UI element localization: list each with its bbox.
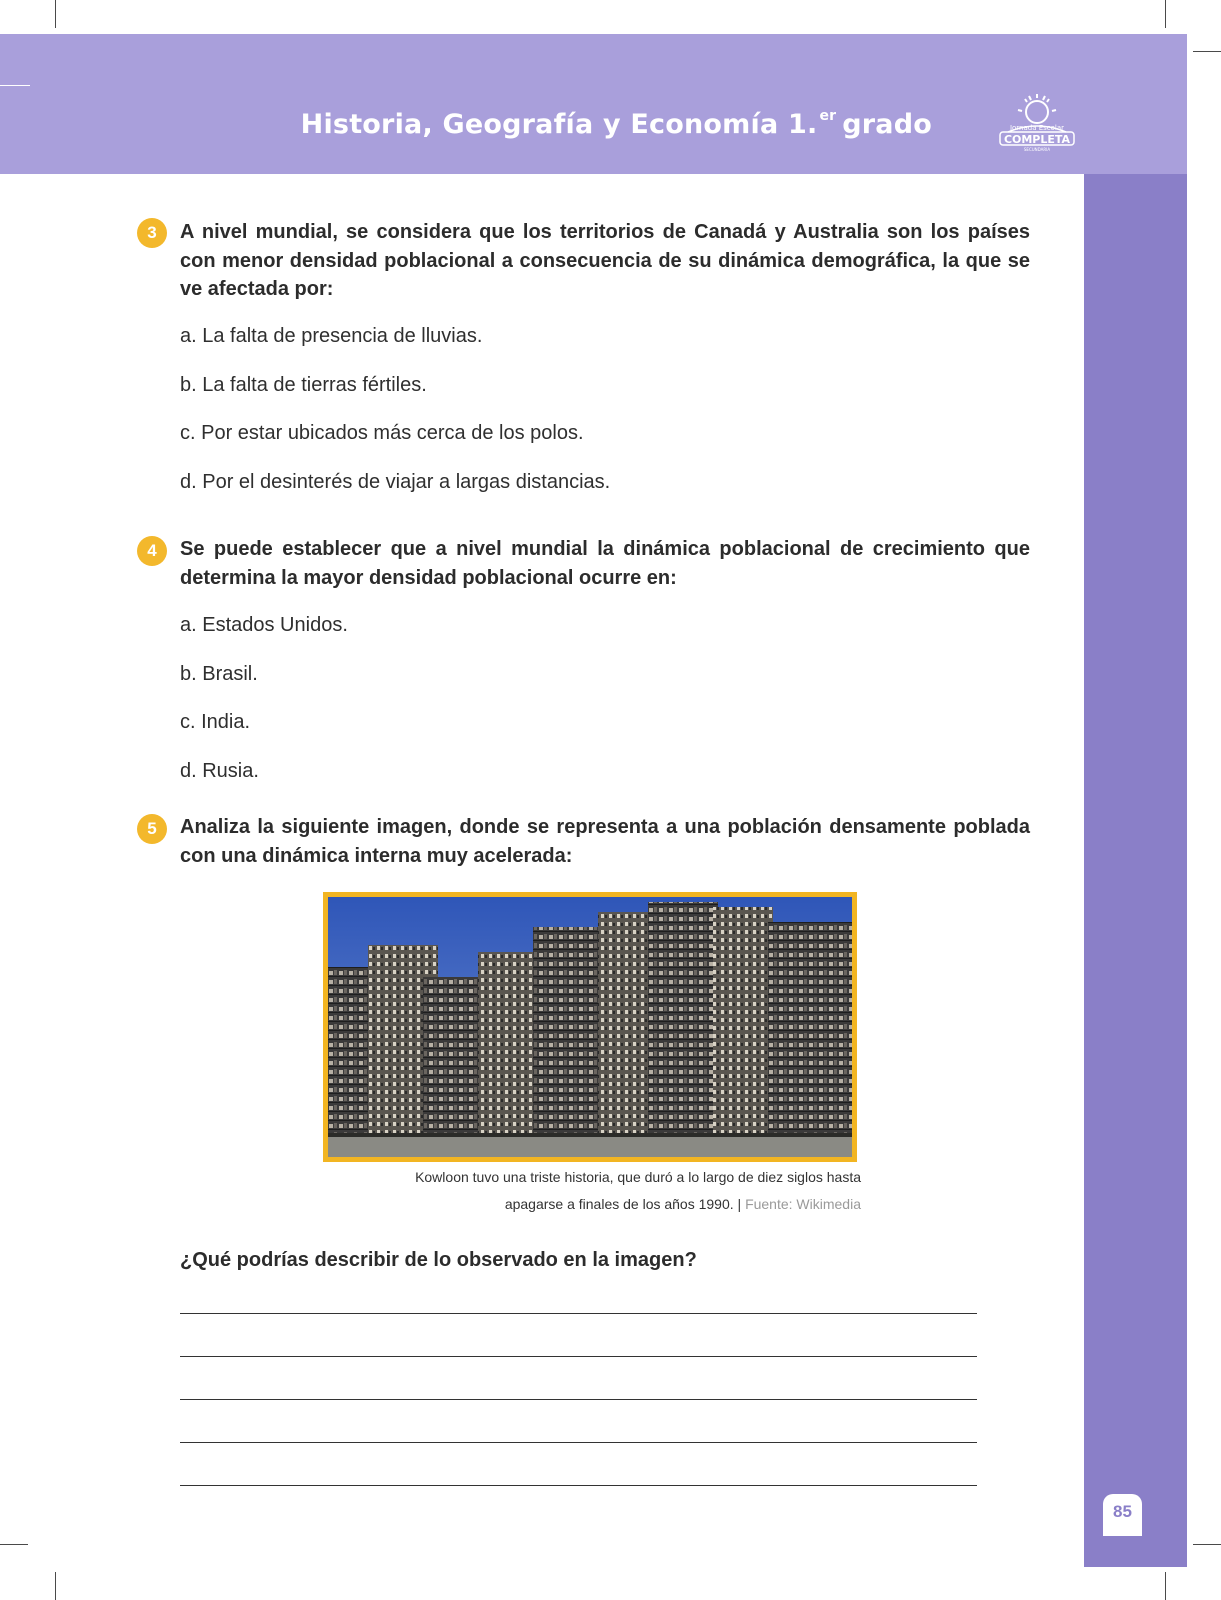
- figure-source: Fuente: Wikimedia: [745, 1196, 861, 1212]
- question-number-badge: 4: [137, 536, 167, 566]
- question-number-badge: 5: [137, 814, 167, 844]
- page-title: Historia, Geografía y Economía 1. $^{er}$ grado: [300, 108, 932, 140]
- answer-line[interactable]: [180, 1313, 977, 1314]
- question-text: Analiza la siguiente imagen, donde se representa a una población densamente poblada con una dinámica interna muy acelerada:: [180, 816, 1030, 867]
- svg-text:Jornada Escolar: Jornada Escolar: [1009, 124, 1065, 132]
- answer-option: b. La falta de tierras fértiles.: [180, 374, 427, 396]
- question-number-badge: 3: [137, 218, 167, 248]
- answer-line[interactable]: [180, 1399, 977, 1400]
- crop-mark: [1165, 1572, 1166, 1600]
- figure-caption: Kowloon tuvo una triste historia, que duró a lo largo de diez siglos hasta: [415, 1169, 861, 1185]
- open-question: ¿Qué podrías describir de lo observado en la imagen?: [180, 1249, 697, 1271]
- question-text: Se puede establecer que a nivel mundial la dinámica poblacional de crecimiento que determina la mayor densidad poblacional ocurre en:: [180, 538, 1030, 589]
- crop-mark: [0, 1544, 28, 1545]
- answer-option: c. Por estar ubicados más cerca de los polos.: [180, 422, 584, 444]
- answer-option: c. India.: [180, 711, 251, 733]
- answer-line[interactable]: [180, 1356, 977, 1357]
- svg-text:SECUNDARIA: SECUNDARIA: [1023, 147, 1051, 152]
- answer-option: a. La falta de presencia de lluvias.: [180, 325, 483, 347]
- jornada-completa-logo: [996, 60, 1078, 152]
- crop-mark: [55, 0, 56, 28]
- crop-mark: [1193, 51, 1221, 52]
- answer-option: d. Por el desinterés de viajar a largas distancias.: [180, 471, 611, 493]
- crop-mark: [55, 1572, 56, 1600]
- question-text: A nivel mundial, se considera que los territorios de Canadá y Australia son los países con menor densidad poblacional a consecuencia de su dinámica demográfica, la que se ve afectada por:: [180, 221, 1030, 300]
- answer-line[interactable]: [180, 1442, 977, 1443]
- crop-mark: [1165, 0, 1166, 28]
- answer-option: d. Rusia.: [180, 760, 259, 782]
- crop-mark: [1193, 1544, 1221, 1545]
- side-band: [1084, 174, 1187, 1567]
- kowloon-photo: [328, 897, 852, 1157]
- answer-option: b. Brasil.: [180, 663, 258, 685]
- page-number: 85: [1113, 1502, 1132, 1521]
- figure-caption: apagarse a finales de los años 1990. | Fuente: Wikimedia: [504, 1196, 861, 1212]
- answer-line[interactable]: [180, 1485, 977, 1486]
- header-rule: [0, 85, 30, 86]
- svg-text:COMPLETA: COMPLETA: [1003, 133, 1071, 146]
- answer-option: a. Estados Unidos.: [180, 614, 348, 636]
